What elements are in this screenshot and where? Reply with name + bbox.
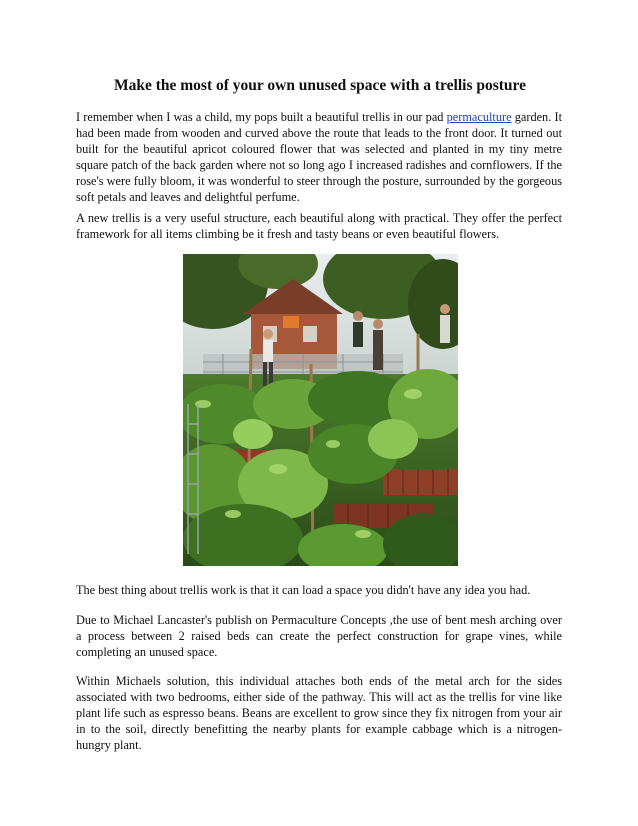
paragraph-intro <box>76 109 562 205</box>
paragraph-lancaster: Due to Michael Lancaster's publish on Permaculture Concepts ,the use of bent mesh arching over a process between 2 raised beds can create the perfect construction for grape vines, while completing an unused space. <box>76 613 562 659</box>
garden-photo <box>183 254 458 566</box>
paragraph-intro-text-end: garden. It had been made from wooden and curved above the route that leads to the front door. It turned out built for the beautiful apricot coloured flower that was selected and planted in my tiny metre square patch of the back garden where not so long ago I increased radishes and cornflowers. If the rose's were fully bloom, it was wonderful to steer through the posture, surrounded by the gorgeous soft petals and leaves and delightful perfume. <box>76 110 562 204</box>
paragraph-intro-text-start: I remember when I was a child, my pops built a beautiful trellis in our pad <box>76 110 447 124</box>
paragraph-trellis-structure: A new trellis is a very useful structure, each beautiful along with practical. They offer the perfect framework for all items climbing be it fresh and tasty beans or even beautiful flowers. <box>76 211 562 241</box>
permaculture-link[interactable]: permaculture <box>446 110 512 124</box>
paragraph-michaels-solution: Within Michaels solution, this individual attaches both ends of the metal arch for the sides associated with two bedrooms, either side of the pathway. This will act as the trellis for vine like plant life such as espresso beans. Beans are excellent to grow since they fix nitrogen from your air in to the soil, directly benefitting the nearby plants for example cabbage which is a nitrogen-hungry plant. <box>76 674 562 752</box>
paragraph-trellis-space: The best thing about trellis work is that it can load a space you didn't have any idea you had. <box>76 583 531 597</box>
document-title: Make the most of your own unused space with a trellis posture <box>113 77 527 94</box>
